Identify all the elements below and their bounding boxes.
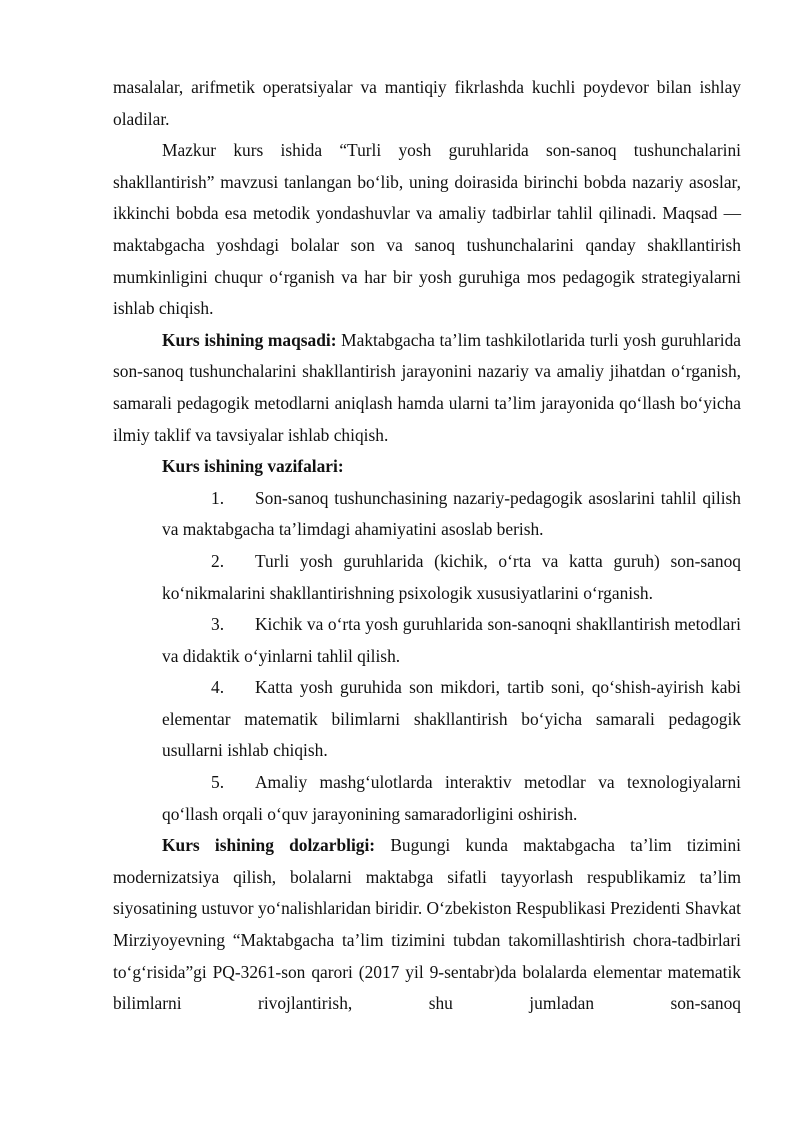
tasks-heading: Kurs ishining vazifalari:: [162, 456, 344, 477]
tasks-list: [113, 483, 741, 831]
list-item-number: 4.: [211, 677, 225, 698]
list-item: [162, 609, 741, 672]
list-item-text: Turli yosh guruhlarida (kichik, o‘rta va katta guruh) son-sanoq ko‘nikmalarini shakllantirishning psixologik xususiyatlarini o‘rganish.: [162, 550, 741, 603]
list-item: [162, 546, 741, 609]
paragraph-continuation: masalalar, arifmetik operatsiyalar va mantiqiy fikrlashda kuchli poydevor bilan ishlay oladilar.: [113, 77, 741, 129]
list-item-number: 5.: [211, 772, 225, 793]
list-item-number: 3.: [211, 614, 225, 635]
list-item-number: 1.: [211, 487, 225, 508]
list-item: [162, 483, 741, 546]
paragraph-relevance: [113, 830, 741, 1020]
relevance-label: Kurs ishining dolzarbligi:: [162, 835, 376, 856]
paragraph-intro: Mazkur kurs ishida “Turli yosh guruhlarida son-sanoq tushunchalarini shakllantirish” mavzusi tanlangan bo‘lib, uning doirasida birinchi bobda nazariy asoslar, ikkinchi bobda esa metodik yondashuvlar va amaliy tadbirlar tahlil qilinadi. Maqsad — maktabgacha yoshdagi bolalar son va sanoq tushunchalarini qanday shakllantirish mumkinligini chuqur o‘rganish va har bir yosh guruhiga mos pedagogik strategiyalarni ishlab chiqish.: [113, 140, 741, 319]
document-body: [113, 72, 741, 1020]
list-item-number: 2.: [211, 550, 225, 571]
list-item-text: Amaliy mashg‘ulotlarda interaktiv metodlar va texnologiyalarni qo‘llash orqali o‘quv jarayonining samaradorligini oshirish.: [162, 772, 741, 824]
list-item: [162, 672, 741, 767]
list-item-text: Son-sanoq tushunchasining nazariy-pedagogik asoslarini tahlil qilish va maktabgacha ta’limdagi ahamiyatini asoslab berish.: [162, 487, 741, 540]
goal-label: Kurs ishining maqsadi:: [162, 329, 337, 350]
list-item-text: Katta yosh guruhida son mikdori, tartib soni, qo‘shish-ayirish kabi elementar matematik bilimlarni shakllantirish bo‘yicha samarali pedagogik usullarni ishlab chiqish.: [162, 677, 741, 761]
list-item-text: Kichik va o‘rta yosh guruhlarida son-sanoqni shakllantirish metodlari va didaktik o‘yinlarni tahlil qilish.: [162, 614, 741, 666]
list-item: [162, 767, 741, 830]
goal-text: Maktabgacha ta’lim tashkilotlarida turli yosh guruhlarida son-sanoq tushunchalarini shakllantirish jarayonini nazariy va amaliy jihatdan o‘rganish, samarali pedagogik metodlarni aniqlash hamda ularni ta’lim jarayonida qo‘llash bo‘yicha ilmiy taklif va tavsiyalar ishlab chiqish.: [113, 329, 741, 445]
paragraph-goal: [113, 325, 741, 451]
relevance-text: Bugungi kunda maktabgacha ta’lim tizimini modernizatsiya qilish, bolalarni maktabga sifatli tayyorlash respublikamiz ta’lim siyosatining ustuvor yo‘nalishlaridan biridir. O‘zbekiston Respublikasi Prezidenti Shavkat Mirziyoyevning “Maktabgacha ta’lim tizimini tubdan takomillashtirish chora-tadbirlari to‘g‘risida”gi PQ-3261-son qarori (2017 yil 9-sentabr)da bolalarda elementar matematik bilimlarni rivojlantirish, shu jumladan son-sanoq: [113, 835, 742, 1014]
